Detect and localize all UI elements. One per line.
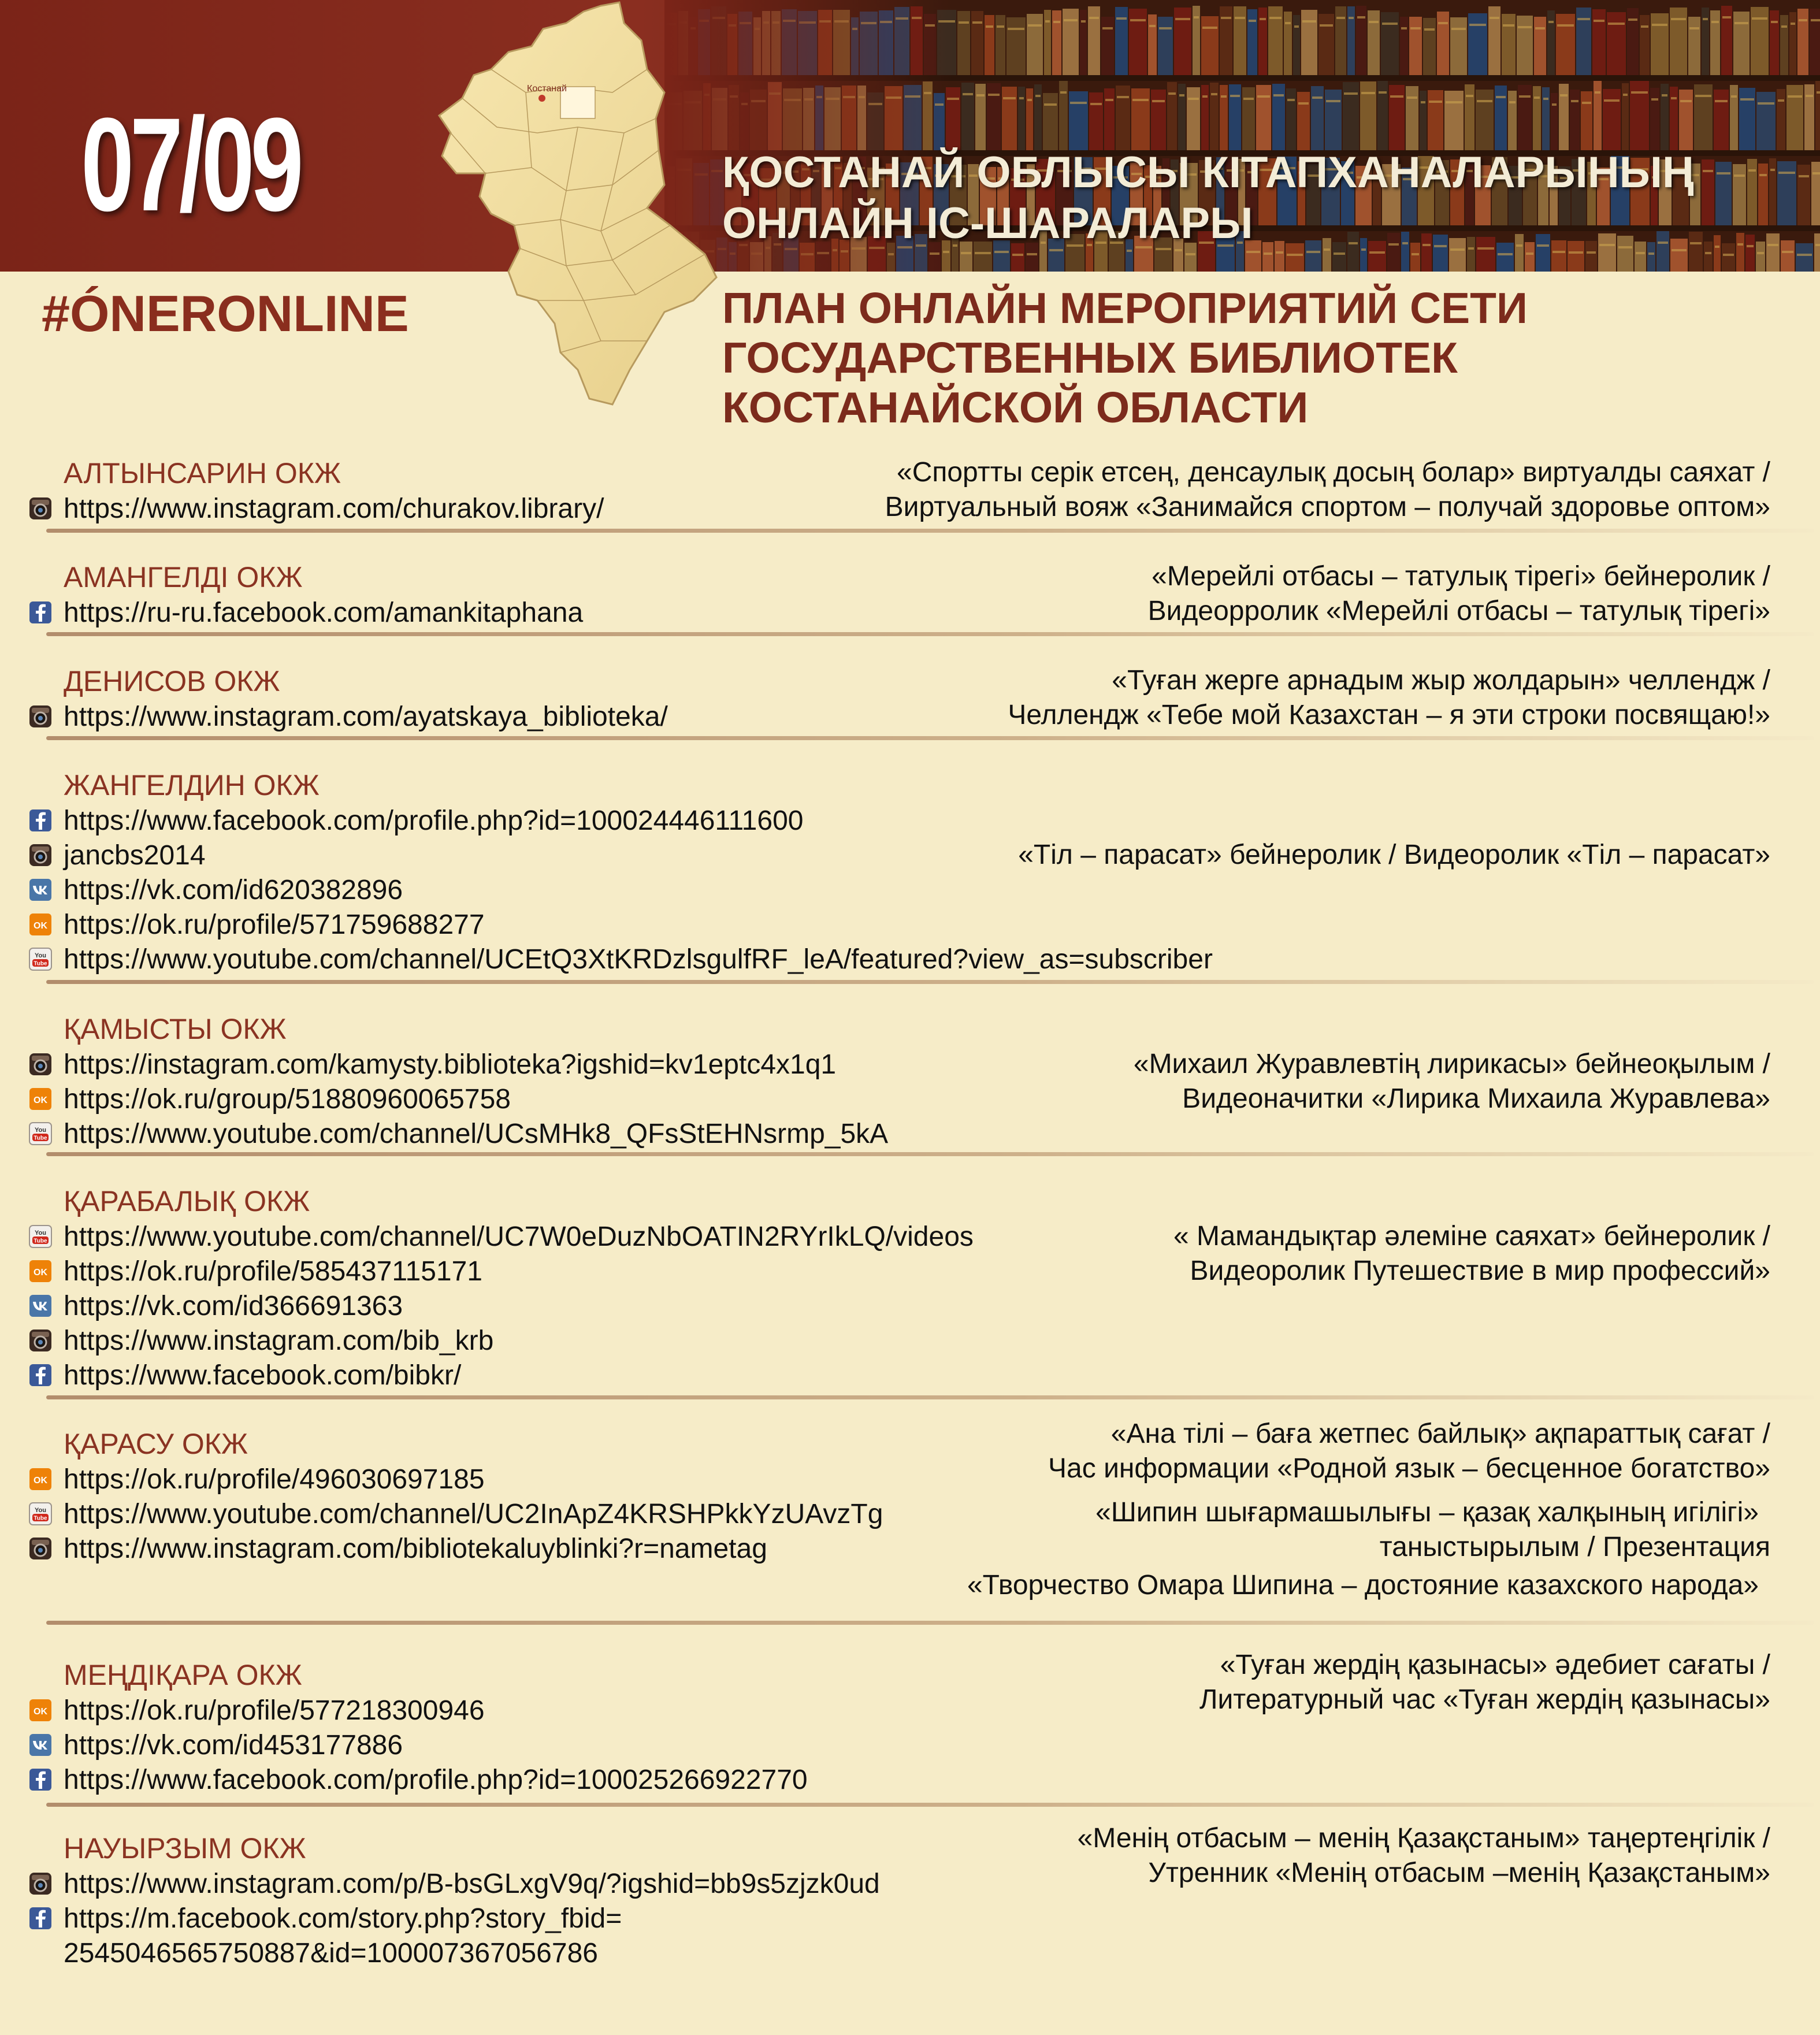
svg-text:Tube: Tube [34,1238,47,1245]
vk-icon [29,1733,52,1757]
instagram-icon [29,1053,52,1076]
header-banner [0,0,1820,272]
kazakh-title [722,147,1791,249]
event-description-line: Видеорролик «Мерейлі отбасы – татулық тірегі» [1147,596,1770,626]
social-link[interactable] [29,1866,880,1901]
event-description-line: таныстырылым / Презентация [1379,1532,1770,1562]
link-url[interactable]: https://www.youtube.com/channel/UC2InApZ4KRSHPkkYzUAvzTg [64,1498,883,1529]
russian-title-line: ГОСУДАРСТВЕННЫХ БИБЛИОТЕК [722,333,1458,382]
social-links [29,1693,808,1797]
youtube-icon [29,1122,52,1145]
library-name: ҚАРАБАЛЫҚ ОКЖ [64,1185,310,1217]
instagram-icon [29,1537,52,1560]
section-divider [46,632,1814,636]
youtube-icon [29,1225,52,1248]
svg-text:You: You [35,952,46,959]
social-link[interactable] [29,1254,974,1288]
social-link[interactable] [29,942,1213,976]
event-description-line: Утренник «Менің отбасым –менің Қазақстаным» [1148,1858,1770,1888]
ok-icon [29,1087,52,1111]
section-divider [46,529,1814,533]
social-link[interactable] [29,1728,808,1762]
event-description-line: «Тіл – парасат» бейнеролик / Видеоролик «Тіл – парасат» [1018,840,1770,870]
link-url[interactable]: https://m.facebook.com/story.php?story_fbid= [64,1903,622,1934]
event-description-line: Литературный час «Туған жердің қазынасы» [1199,1684,1770,1715]
social-link[interactable] [29,1762,808,1797]
social-links [29,1462,883,1566]
event-description-line: «Михаил Журавлевтің лирикасы» бейнеоқылым / [1133,1049,1770,1079]
svg-text:Tube: Tube [34,1515,47,1522]
link-url[interactable]: https://ok.ru/profile/585437115171 [64,1256,482,1287]
library-name: ЖАНГЕЛДИН ОКЖ [64,769,320,801]
link-url[interactable]: https://www.facebook.com/profile.php?id=100024446111600 [64,805,804,836]
event-description-line: Видеоролик Путешествие в мир профессий» [1190,1256,1770,1286]
event-description-line: «Мерейлі отбасы – татулық тірегі» бейнеролик / [1152,561,1770,592]
social-link[interactable] [29,1462,883,1496]
instagram-icon [29,705,52,728]
map-city-label: Костанай [527,84,567,94]
social-link[interactable] [29,1219,974,1254]
library-name: АЛТЫНСАРИН ОКЖ [64,457,341,489]
social-links [29,1866,880,1970]
social-links [29,803,1213,976]
social-link[interactable] [29,803,1213,838]
social-link[interactable] [29,907,1213,942]
ok-icon [29,1260,52,1283]
section-divider [46,736,1814,740]
instagram-icon [29,844,52,867]
social-links [29,491,604,526]
russian-title-line: КОСТАНАЙСКОЙ ОБЛАСТИ [722,383,1309,432]
section-divider [46,1621,1814,1625]
svg-text:OK: OK [34,1476,47,1486]
russian-title-line: ПЛАН ОНЛАЙН МЕРОПРИЯТИЙ СЕТИ [722,284,1528,332]
event-description [885,455,1770,525]
social-link[interactable] [29,1531,883,1566]
social-link[interactable] [29,699,668,734]
ok-icon [29,1468,52,1491]
svg-text:You: You [35,1230,46,1236]
link-url[interactable]: https://ok.ru/group/51880960065758 [64,1083,511,1115]
facebook-icon [29,809,52,832]
social-link[interactable] [29,1288,974,1323]
svg-text:OK: OK [34,921,47,931]
ok-icon [29,1699,52,1722]
ok-icon [29,913,52,936]
social-links [29,699,668,734]
social-links [29,1219,974,1392]
youtube-icon [29,948,52,971]
social-link[interactable] [29,1116,888,1151]
library-name: ҚАМЫСТЫ ОКЖ [64,1013,287,1045]
russian-title [722,283,1791,432]
link-url[interactable]: https://www.instagram.com/bibliotekaluyblinki?r=nametag [64,1533,767,1564]
link-url[interactable]: https://www.youtube.com/channel/UC7W0eDuzNbOATIN2RYrIkLQ/videos [64,1221,974,1252]
section-divider [46,980,1814,984]
library-name: ҚАРАСУ ОКЖ [64,1428,248,1460]
social-link[interactable] [29,595,583,630]
kazakh-title-line: ОНЛАЙН ІС-ШАРАЛАРЫ [722,199,1253,248]
event-description [1134,1047,1770,1116]
link-url[interactable]: https://ok.ru/profile/496030697185 [64,1464,485,1495]
map-shape [439,2,716,404]
svg-text:You: You [35,1507,46,1514]
social-link[interactable] [29,1358,974,1392]
link-url[interactable]: https://vk.com/id366691363 [64,1290,403,1321]
youtube-icon [29,1502,52,1525]
svg-text:Tube: Tube [34,1135,47,1142]
event-date: 07/09 [81,90,300,239]
event-description-line: Челлендж «Тебе мой Казахстан – я эти строки посвящаю!» [1008,700,1770,730]
social-link[interactable] [29,1936,880,1970]
vk-icon [29,878,52,901]
library-name: НАУЫРЗЫМ ОКЖ [64,1832,306,1865]
event-description [1018,838,1770,872]
vk-icon [29,1294,52,1317]
svg-text:OK: OK [34,1096,47,1105]
social-link[interactable] [29,1047,888,1082]
link-url[interactable]: https://vk.com/id620382896 [64,874,403,905]
instagram-icon [29,1872,52,1895]
event-description-line: «Менің отбасым – менің Қазақстаным» таңертеңгілік / [1077,1823,1770,1854]
link-url[interactable]: https://www.instagram.com/bib_krb [64,1325,494,1356]
event-description-line: « Мамандықтар әлеміне саяхат» бейнеролик / [1173,1221,1770,1252]
kazakh-title-line: ҚОСТАНАЙ ОБЛЫСЫ КІТАПХАНАЛАРЫНЫҢ [722,148,1694,197]
link-url[interactable]: https://ok.ru/profile/571759688277 [64,909,485,940]
event-description-line: «Ана тілі – баға жетпес байлық» ақпараттық сағат / [1110,1418,1770,1449]
facebook-icon [29,1768,52,1791]
section-divider [46,1803,1814,1807]
instagram-icon [29,1329,52,1352]
library-name: МЕҢДІҚАРА ОКЖ [64,1659,302,1691]
library-name: АМАНГЕЛДІ ОКЖ [64,561,303,593]
social-links [29,595,583,630]
event-description-line: «Спортты серік етсең, денсаулық досың болар» виртуалды саяхат / [897,457,1770,488]
event-description-line: Виртуальный вояж «Занимайся спортом – получай здоровье оптом» [885,492,1770,522]
link-url[interactable]: https://ok.ru/profile/577218300946 [64,1695,485,1726]
instagram-icon [29,497,52,520]
link-url[interactable]: https://www.instagram.com/p/B-bsGLxgV9q/?igshid=bb9s5zjzk0ud [64,1868,880,1899]
city-marker [538,95,545,102]
link-url[interactable]: https://vk.com/id453177886 [64,1729,403,1761]
event-description [1148,559,1770,629]
hashtag: #ÓNERONLINE [42,285,409,342]
social-links [29,1047,888,1151]
svg-text:Tube: Tube [34,960,47,967]
link-url[interactable]: https://www.instagram.com/churakov.library/ [64,493,604,524]
link-url[interactable]: https://instagram.com/kamysty.biblioteka?igshid=kv1eptc4x1q1 [64,1049,837,1080]
section-divider [46,1152,1814,1156]
facebook-icon [29,1364,52,1387]
event-description-line: «Творчество Омара Шипина – достояние казахского народа» [967,1570,1759,1600]
event-description [1078,1821,1770,1891]
social-link[interactable] [29,1082,888,1116]
facebook-icon [29,1907,52,1930]
event-description [1008,663,1770,733]
event-description-line: «Шипин шығармашылығы – қазақ халқының игілігі» [1095,1497,1759,1528]
link-url[interactable]: https://www.facebook.com/profile.php?id=100025266922770 [64,1764,808,1795]
event-description [967,1417,1770,1603]
social-link[interactable] [29,1496,883,1531]
facebook-icon [29,601,52,624]
link-url[interactable]: https://www.youtube.com/channel/UCEtQ3XtKRDzlsgulfRF_leA/featured?view_as=subscriber [64,944,1213,975]
kostanay-region-map [393,0,722,416]
link-url[interactable]: https://www.youtube.com/channel/UCsMHk8_QFsStEHNsrmp_5kA [64,1118,889,1149]
svg-text:OK: OK [34,1268,47,1278]
event-description-line: «Туған жерге арнадым жыр жолдарын» челлендж / [1112,665,1770,696]
link-url[interactable]: 2545046565750887&id=100007367056786 [64,1937,598,1969]
svg-text:You: You [35,1127,46,1134]
event-description [1199,1648,1770,1717]
event-description-line: «Туған жердің қазынасы» әдебиет сағаты / [1220,1650,1770,1680]
social-link[interactable] [29,491,604,526]
event-description-line: Видеоначитки «Лирика Михаила Журавлева» [1182,1083,1770,1114]
event-description-line: Час информации «Родной язык – бесценное богатство» [1048,1453,1770,1484]
link-url[interactable]: https://www.instagram.com/ayatskaya_biblioteka/ [64,701,668,732]
social-link[interactable] [29,1901,880,1936]
social-link[interactable] [29,1693,808,1728]
svg-text:OK: OK [34,1707,47,1717]
library-name: ДЕНИСОВ ОКЖ [64,665,280,697]
event-description [1173,1219,1770,1288]
social-link[interactable] [29,872,1213,907]
link-url[interactable]: https://www.facebook.com/bibkr/ [64,1360,462,1391]
link-url[interactable]: https://ru-ru.facebook.com/amankitaphana [64,597,584,628]
link-url[interactable]: jancbs2014 [64,840,206,871]
section-divider [46,1395,1814,1399]
social-link[interactable] [29,1323,974,1358]
